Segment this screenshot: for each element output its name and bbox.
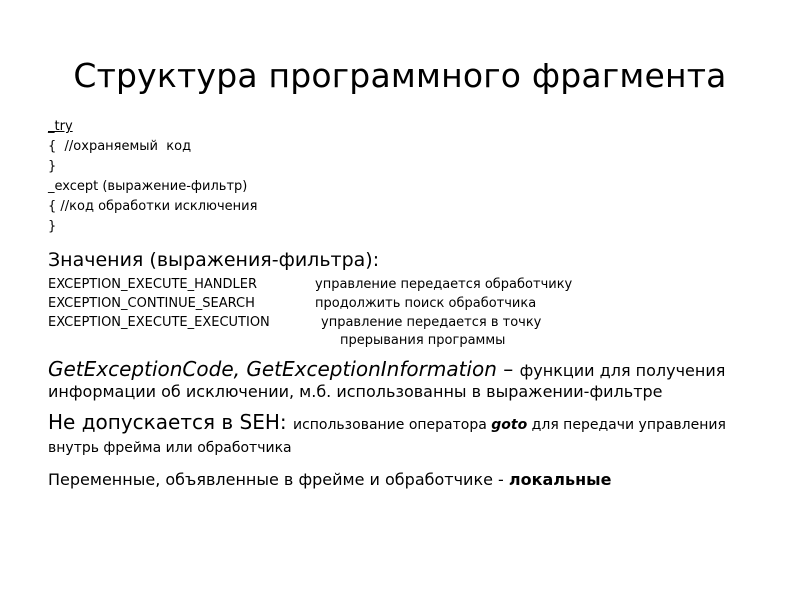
- code-open-brace-1: { //охраняемый код: [48, 139, 192, 154]
- value-description-continued: прерывания программы: [340, 333, 506, 348]
- code-try-line: [48, 117, 768, 137]
- value-name: EXCEPTION_EXECUTE_HANDLER: [48, 277, 258, 292]
- value-row: [48, 313, 768, 332]
- functions-text: функции для получения информации об исключении, м.б. использованны в выражении-фильтре: [48, 361, 726, 401]
- values-heading: Значения (выражения-фильтра):: [48, 249, 380, 271]
- restriction-keyword: goto: [491, 417, 528, 433]
- code-try-keyword: _try: [48, 119, 73, 134]
- locals-bold: локальные: [508, 470, 612, 489]
- value-row: [48, 275, 768, 294]
- restriction-text-after: для передачи управления внутрь фрейма или обработчика: [48, 417, 726, 456]
- value-description: продолжить поиск обработчика: [315, 296, 537, 311]
- function-names: GetExceptionCode, GetExceptionInformation: [48, 357, 497, 381]
- value-name: EXCEPTION_EXECUTE_EXECUTION: [48, 315, 270, 330]
- value-description: управление передается обработчику: [315, 277, 573, 292]
- value-description: управление передается в точку: [321, 315, 542, 330]
- restriction-paragraph: [48, 412, 768, 459]
- locals-paragraph: [48, 469, 768, 490]
- restriction-text-before: использование оператора: [292, 417, 492, 433]
- slide-body: [48, 117, 768, 490]
- code-except-line: _except (выражение-фильтр): [48, 179, 248, 194]
- locals-text: Переменные, объявленные в фрейме и обработчике -: [48, 470, 509, 489]
- code-open-brace-2: { //код обработки исключения: [48, 199, 258, 214]
- value-name: EXCEPTION_CONTINUE_SEARCH: [48, 296, 255, 311]
- code-close-brace-1: }: [48, 159, 57, 174]
- restriction-lead: Не допускается в SEH:: [48, 410, 293, 434]
- functions-paragraph: [48, 359, 768, 402]
- slide-title: Структура программного фрагмента: [73, 56, 727, 95]
- functions-dash: –: [496, 357, 520, 381]
- value-row: [48, 294, 768, 313]
- code-close-brace-2: }: [48, 219, 57, 234]
